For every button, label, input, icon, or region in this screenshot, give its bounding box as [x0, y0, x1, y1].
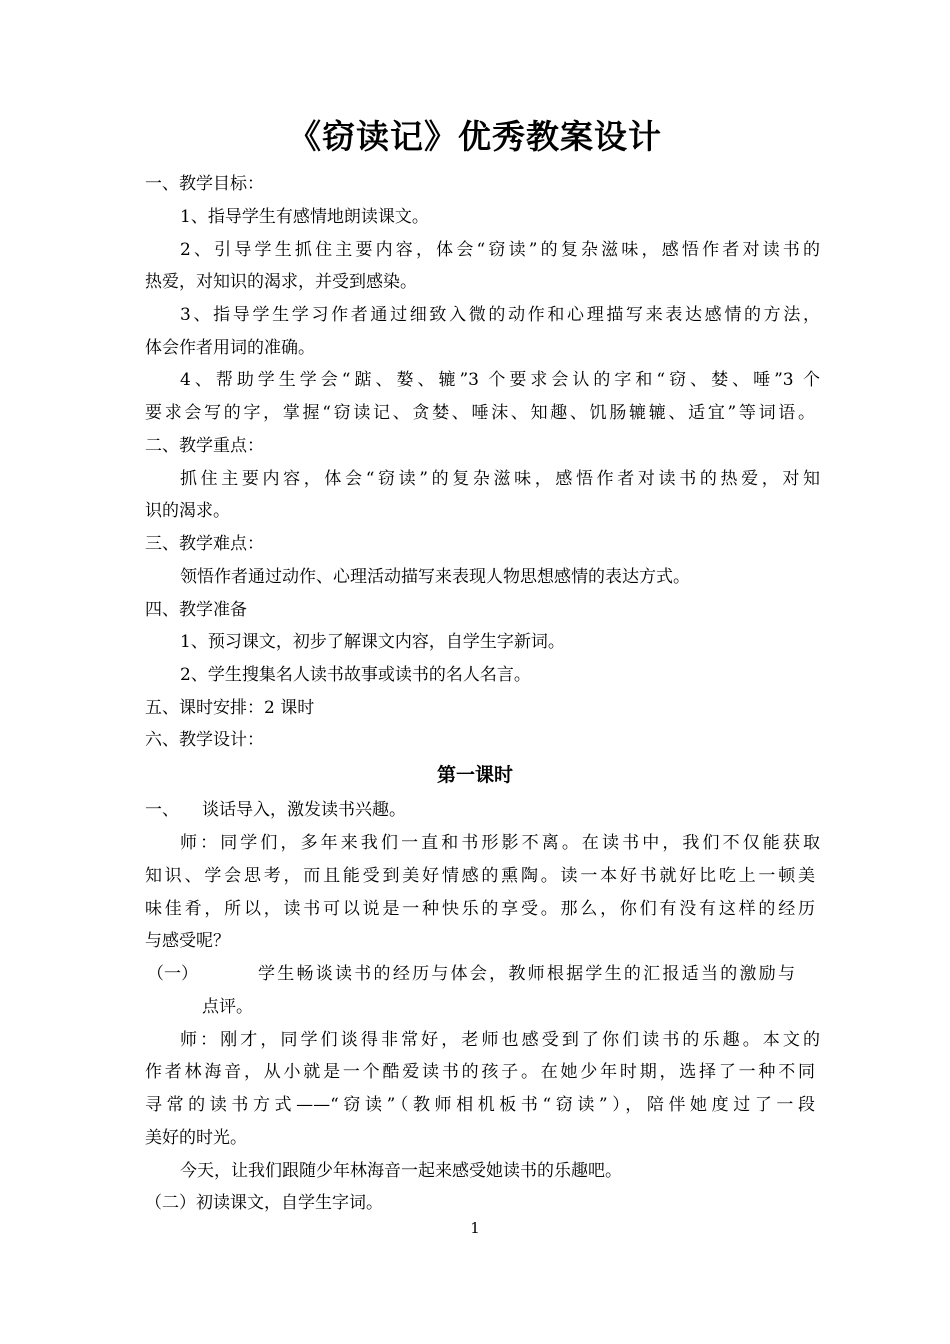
- sub-step-1-line-2: 点评。: [202, 997, 253, 1017]
- section-heading-difficulties: 三、教学难点：: [145, 534, 264, 554]
- page-number: 1: [470, 1219, 480, 1237]
- teacher-speech-line-3: 寻常的读书方式——“窃读”（教师相机板书“窃读”），陪伴她度过了一段: [145, 1095, 815, 1115]
- teacher-intro-line-3: 味佳肴，所以，读书可以说是一种快乐的享受。那么，你们有没有这样的经历: [145, 899, 815, 919]
- teacher-intro-line-2: 知识、学会思考，而且能受到美好情感的熏陶。读一本好书就好比吃上一顿美: [145, 866, 815, 886]
- teacher-intro-line-1: 师：同学们，多年来我们一直和书形影不离。在读书中，我们不仅能获取: [180, 833, 820, 853]
- step-1-title: 谈话导入，激发读书兴趣。: [202, 800, 406, 820]
- sub-step-1-line-1: 学生畅谈读书的经历与体会，教师根据学生的汇报适当的激励与: [258, 964, 795, 984]
- key-points-line-2: 识的渴求。: [145, 501, 230, 521]
- objective-2-line-1: 2、引导学生抓住主要内容，体会“窃读”的复杂滋味，感悟作者对读书的: [180, 240, 820, 260]
- objective-4-line-2: 要求会写的字，掌握“窃读记、贪婪、唾沫、知趣、饥肠辘辘、适宜”等词语。: [145, 403, 815, 423]
- preparation-item-2: 2、学生搜集名人读书故事或读书的名人名言。: [180, 665, 531, 685]
- section-heading-schedule: 五、课时安排：2 课时: [145, 698, 315, 718]
- today-intro: 今天，让我们跟随少年林海音一起来感受她读书的乐趣吧。: [180, 1161, 622, 1181]
- preparation-item-1: 1、预习课文，初步了解课文内容，自学生字新词。: [180, 632, 565, 652]
- objective-3-line-1: 3、指导学生学习作者通过细致入微的动作和心理描写来表达感情的方法，: [180, 305, 820, 325]
- objective-3-line-2: 体会作者用词的准确。: [145, 338, 315, 358]
- objective-1: 1、指导学生有感情地朗读课文。: [180, 207, 429, 227]
- objective-4-line-1: 4、帮助学生学会“踮、嫯、辘”3 个要求会认的字和“窃、婪、唾”3 个: [180, 370, 820, 390]
- teacher-intro-line-4: 与感受呢？: [145, 931, 230, 951]
- sub-step-2: （二）初读课文，自学生字词。: [145, 1193, 383, 1213]
- teacher-speech-line-2: 作者林海音，从小就是一个酷爱读书的孩子。在她少年时期，选择了一种不同: [145, 1062, 815, 1082]
- section-heading-preparation: 四、教学准备: [145, 600, 247, 620]
- difficulties-text: 领悟作者通过动作、心理活动描写来表现人物思想感情的表达方式。: [180, 567, 690, 587]
- document-title: 《窃读记》优秀教案设计: [288, 117, 662, 156]
- step-1-marker: 一、: [145, 800, 179, 820]
- section-heading-objectives: 一、教学目标：: [145, 174, 264, 194]
- objective-2-line-2: 热爱，对知识的渴求，并受到感染。: [145, 272, 417, 292]
- teacher-speech-line-4: 美好的时光。: [145, 1128, 247, 1148]
- teacher-speech-line-1: 师：刚才，同学们谈得非常好，老师也感受到了你们读书的乐趣。本文的: [180, 1030, 820, 1050]
- section-heading-key-points: 二、教学重点：: [145, 436, 264, 456]
- key-points-line-1: 抓住主要内容，体会“窃读”的复杂滋味，感悟作者对读书的热爱，对知: [180, 469, 820, 489]
- lesson-heading: 第一课时: [436, 764, 513, 786]
- sub-step-1-marker: （一）: [147, 964, 198, 984]
- section-heading-design: 六、教学设计：: [145, 730, 264, 750]
